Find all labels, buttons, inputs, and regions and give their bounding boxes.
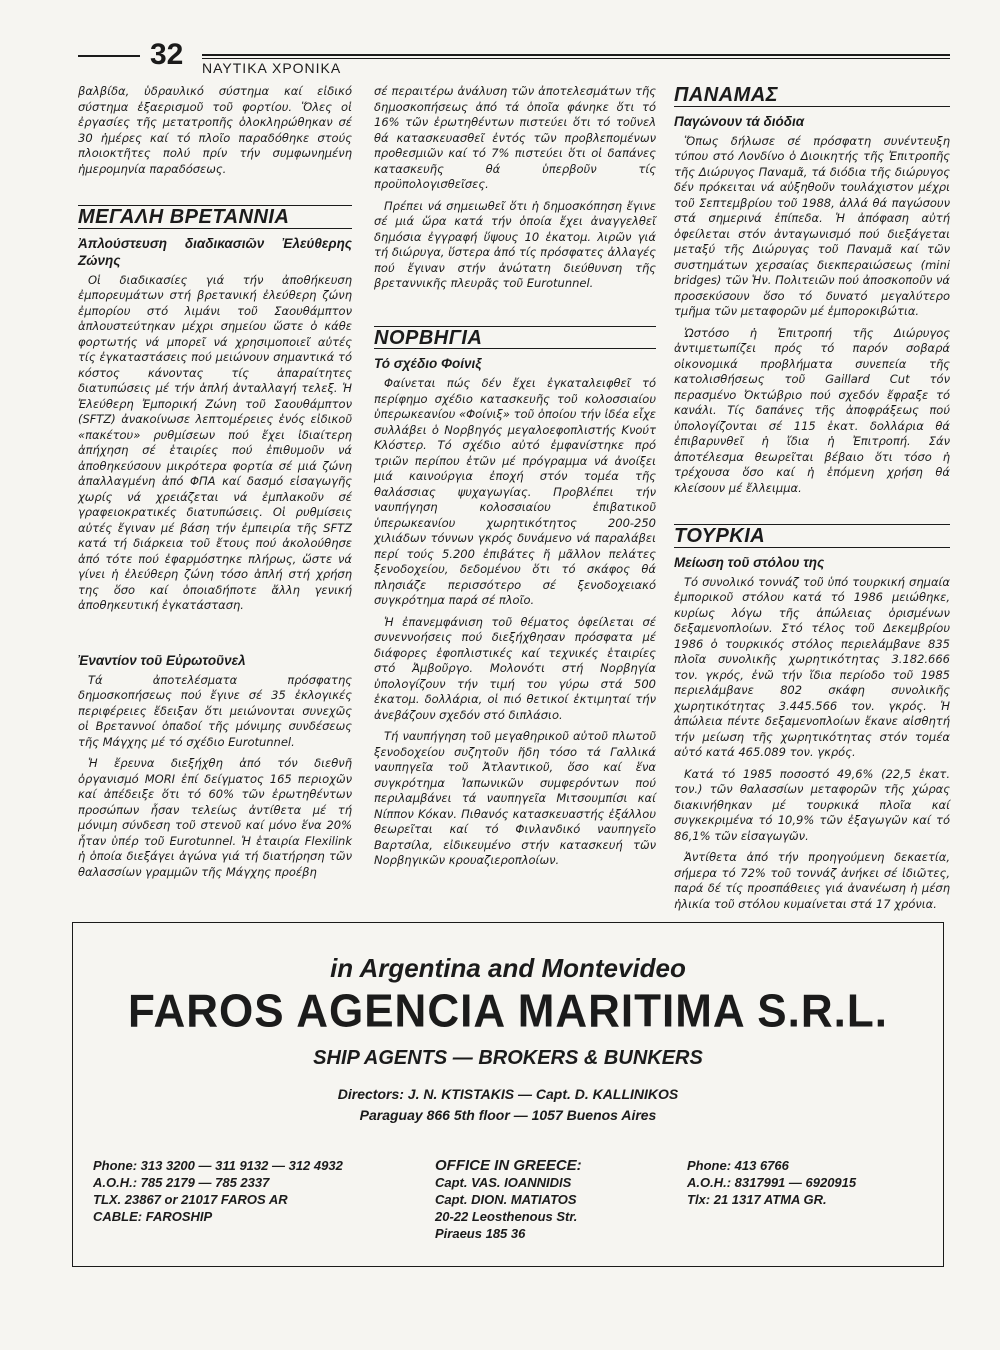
paragraph: Ἀντίθετα ἀπό τήν προηγούμενη δεκαετία, σήμερα τό 72% τοῦ τοννάζ ἀνήκει σέ ἰδιῶτες, παρά δέ τίς προσπάθειες γιά ἀνανέωση ἡ μέση ἡλικία τοῦ στόλου κυμαίνεται στά 17 χρόνια. [674, 850, 950, 911]
ad-directors: Directors: J. N. KTISTAKIS — Capt. D. KALLINIKOS [337, 1086, 679, 1102]
ad-contact-line: A.O.H.: 8317991 — 6920915 [687, 1175, 857, 1190]
ad-company-name: FAROS AGENCIA MARITIMA S.R.L. [128, 985, 888, 1038]
section-heading-great-britain: ΜΕΓΑΛΗ ΒΡΕΤΑΝΝΙΑ [78, 205, 352, 229]
ad-contact-greece [687, 1157, 927, 1208]
ad-services: SHIP AGENTS — BROKERS & BUNKERS [313, 1047, 703, 1069]
ad-location-line: in Argentina and Montevideo [330, 953, 686, 983]
ad-office-line: Capt. VAS. IOANNIDIS [435, 1175, 572, 1190]
header-rule [202, 54, 950, 56]
paragraph: Ἡ ἔρευνα διεξήχθη ἀπό τόν διεθνῆ ὀργανισμό MORI ἐπί δείγματος 165 περιοχῶν καί ἀπέδειξε ὅτι τό 60% τῶν ἐρωτηθέντων προσώπων ἦσαν τελείως ἀντίθετα μέ τή μόνιμη σύνδεση τοῦ στενοῦ καί μόνο ἕνα 20% ἦταν ὑπέρ τοῦ Eurotunnel. Ἡ ἑταιρία Flexilink ἡ ὁποία διεξάγει ἀγώνα γιά τή διατήρηση τῶν θαλασσίων γραμμῶν τῆς Μάγχης προέβη [78, 756, 352, 879]
ad-contact-line: Phone: 313 3200 — 311 9132 — 312 4932 [93, 1158, 343, 1173]
ad-office-line: Piraeus 185 36 [435, 1226, 526, 1241]
paragraph: Τή ναυπήγηση τοῦ μεγαθηρικοῦ αὐτοῦ πλωτοῦ ξενοδοχείου συζητοῦν ἤδη τόσο τά Γαλλικά ναυπηγεῖα τοῦ Ἀτλαντικοῦ, ὅσο καί ἕνα συγκρότημα Ἰαπωνικῶν συμφερόντων πού περιλαμβάνει τά ναυπηγεῖα Μιτσουμπίσι καί Νίππον Κόκαν. Πιθανός κατασκευαστής ἐξάλλου θεωρεῖται καί τό Φινλανδικό ναυπηγεῖο Βαρτσίλα, εἰδικευμένο στήν κατασκευή τῶν Νορβηγικῶν κρουαζιεροπλοίων. [374, 729, 656, 867]
column-1 [78, 84, 352, 886]
ad-address: Paraguay 866 5th floor — 1057 Buenos Aires [359, 1107, 657, 1123]
advertisement-box [72, 922, 944, 1267]
paragraph: Οἱ διαδικασίες γιά τήν ἀποθήκευση ἐμπορευμάτων στή βρετανική ἐλεύθερη ζώνη ἐμπορίου στό λιμάνι τοῦ Σαουθάμπτον ἁπλουστεύτηκαν μέχρι σημείου ὥστε ὁ κάθε φορτωτής νά μπορεῖ νά χρησιμοποιεῖ αὐτές τίς ἐγκαταστάσεις πού μειώνουν σημαντικά τό κόστος κάνοντας τίς ἀπαραίτητες διατυπώσεις μέ τήν ἁπλή ἀνταλλαγή τελεξ. Ἡ Ἐλεύθερη Ἐμπορική Ζώνη τοῦ Σαουθάμπτον (SFTZ) ἀνακοίνωσε λεπτομέρειες ἑνός εἰδικοῦ «πακέτου» ρυθμίσεων πού ἔχει ἰδιαίτερη ἀπήχηση σέ ἑταιρίες πού ἐπιθυμοῦν νά ἀποθηκεύσουν μικρότερα φορτία σέ μιά ζώνη ἀπαλλαγμένη ἀπό ΦΠΑ καί δασμό εἰσαγωγῆς χωρίς νά χρειάζεται νά ἐμπλακοῦν σέ γραφειοκρατικές διατυπώσεις. Οἱ ρυθμίσεις αὐτές ἔγιναν μέ βάση τήν ἐμπειρία τῆς SFTZ κατά τή διάρκεια τοῦ ἔτους πού ἀκολούθησε ἀπό τότε πού ἐφαρμόστηκε πλήρως, ὥστε νά γίνει ἡ ἐλεύθερη ζώνη τόσο ἁπλή στή χρήση της ὅσο καί ὁποιαδήποτε ἄλλη γενική ἀποθηκευτική ἐγκατάσταση. [78, 272, 352, 612]
paragraph: Κατά τό 1985 ποσοστό 49,6% (22,5 ἑκατ. τον.) τῶν θαλασσίων μεταφορῶν τῆς χώρας διακινήθηκαν μέ τουρκικά πλοῖα καί συγκεκριμένα τό 10,9% τῶν ἐξαγωγῶν καί τό 86,1% τῶν εἰσαγωγῶν. [674, 766, 950, 843]
ad-contact-line: CABLE: FAROSHIP [93, 1209, 213, 1224]
ad-office-line: Capt. DION. MATIATOS [435, 1192, 577, 1207]
article-subheading: Μείωση τοῦ στόλου της [674, 554, 825, 570]
column-3 [674, 84, 950, 918]
section-heading-panama: ΠΑΝΑΜΑΣ [674, 84, 950, 107]
publication-title: ΝΑΥΤΙΚΑ ΧΡΟΝΙΚΑ [202, 60, 342, 76]
ad-contact-line: TLX. 23867 or 21017 FAROS AR [93, 1192, 288, 1207]
ad-office-line: 20-22 Leosthenous Str. [435, 1209, 578, 1224]
paragraph: Τά ἀποτελέσματα πρόσφατης δημοσκοπήσεως πού ἔγινε σέ 35 ἐκλογικές περιφέρειες ἔδειξαν ὅτι μειώνονται συνεχῶς οἱ Βρεταννοί ὀπαδοί τῆς μόνιμης συνδέσεως τῆς Μάγχης μέ τό σχέδιο Eurotunnel. [78, 672, 352, 749]
article-subheading: Ἐναντίον τοῦ Εὐρωτοῦνελ [78, 652, 246, 668]
article-subheading: Τό σχέδιο Φοίνιξ [374, 356, 482, 371]
ad-contact-line: Tlx: 21 1317 ATMA GR. [687, 1192, 827, 1207]
paragraph: βαλβίδα, ὑδραυλικό σύστημα καί εἰδικό σύστημα ἐξαερισμοῦ τοῦ φορτίου. Ὅλες οἱ ἐργασίες τῆς μετατροπῆς ὁλοκληρώθηκαν σέ 30 ἡμέρες καί τό πλοῖο παραδόθηκε στούς πλοιοκτῆτες πολύ πρίν τήν συμφωνημένη ἡμερομηνία παραδόσεως. [78, 84, 352, 176]
header-rule-left [78, 55, 140, 57]
ad-contact-line: A.O.H.: 785 2179 — 785 2337 [93, 1175, 270, 1190]
ad-office-heading: OFFICE IN GREECE: [435, 1157, 582, 1174]
section-heading-turkey: ΤΟΥΡΚΙΑ [674, 524, 950, 548]
ad-office-greece [435, 1157, 655, 1242]
article-subheading: Ἀπλούστευση διαδικασιῶν Ἐλεύθερης Ζώνης [78, 235, 352, 268]
paragraph: Ἡ ἐπανεμφάνιση τοῦ θέματος ὀφείλεται σέ συνεννοήσεις πού διεξήχθησαν πρόσφατα μέ διάφορες ἐφοπλιστικές καί τεχνικές ἑταιρίες στό Ἀμβοῦργο. Μολονότι στή Νορβηγία ὑπολογίζουν τήν τιμή του γύρω στά 500 ἑκατομ. δολλάρια, οἱ πιό θετικοί ἐκτιμηταί τήν ἀνεβάζουν σχεδόν στό διπλάσιο. [374, 614, 656, 722]
paragraph: Ὡστόσο ἡ Ἐπιτροπή τῆς Διώρυγος ἀντιμετωπίζει πρός τό παρόν σοβαρά οἰκονομικά προβλήματα συνεπεία τῆς κατολισθήσεως τοῦ Gaillard Cut τόν περασμένο Ὀκτώβριο πού σχεδόν ἔφραξε τό κανάλι. Τίς δαπάνες τῆς ἀποφράξεως πού ὑπολογίζονται σέ 115 ἑκατ. δολλάρια θά ἐπιβαρυνθεῖ ἡ ἴδια ἡ Ἐπιτροπή. Σάν ἀποτέλεσμα θεωρεῖται βέβαιο ὅτι τόσο ἡ τρέχουσα ὅσο καί ἡ ἑπόμενη χρήση θά κλείσουν μέ ἔλλειμμα. [674, 325, 950, 495]
column-2 [374, 84, 656, 875]
paragraph: Τό συνολικό τοννάζ τοῦ ὑπό τουρκική σημαία ἐμπορικοῦ στόλου κατά τό 1986 μειώθηκε, κυρίως λόγω τῆς ἀπώλειας ὁρισμένων δεξαμενοπλοίων. Στό τέλος τοῦ Δεκεμβρίου 1986 ὁ τουρκικός στόλος περιελάμβανε 835 πλοῖα συνολικῆς χωρητικότητας 3.182.666 τον. γκρός, ἐνῶ τήν ἴδια περίοδο τοῦ 1985 περιελάμβανε 802 σκάφη συνολικῆς χωρητικότητας 3.445.566 τον. γκρός. Ἡ ἀπώλεια πέντε δεξαμενοπλοίων ἔκανε αἰσθητή τήν μείωση τῆς χωρητικότητας στόν τομέα αὐτό κατά 465.089 τον. γκρός. [674, 574, 950, 759]
paragraph: Πρέπει νά σημειωθεῖ ὅτι ἡ δημοσκόπηση ἔγινε σέ μιά ὥρα κατά τήν ὁποία ἔχει ἀναγγελθεῖ δημόσια ἐγγραφή ὕψους 10 ἑκατομ. λιρῶν γιά τή διώρυγα, ὕστερα ἀπό τίς πρόσφατες ἀλλαγές πού ἔγιναν στήν ἀνώτατη διεύθυνση τῆς βρεταννικῆς πλευρᾶς τοῦ Eurotunnel. [374, 198, 656, 290]
header-rule-thin [202, 58, 950, 59]
section-heading-norway: ΝΟΡΒΗΓΙΑ [374, 326, 656, 350]
ad-contact-argentina [93, 1157, 393, 1225]
article-subheading: Παγώνουν τά διόδια [674, 113, 805, 129]
ad-contact-line: Phone: 413 6766 [687, 1158, 789, 1173]
page-number: 32 [150, 38, 184, 71]
paragraph: Ὅπως δήλωσε σέ πρόσφατη συνέντευξη τύπου στό Λονδίνο ὁ Διοικητής τῆς Ἐπιτροπῆς τῆς Διώρυγος Παναμᾶ, τά διόδια τῆς διώρυγος δέν πρόκειται νά αὐξηθοῦν τουλάχιστον μέχρι τοῦ Σεπτεμβρίου τοῦ 1988, ἀλλά θά παγώσουν στά σημερινά ἐπίπεδα. Ἡ ἀπόφαση αὐτή ὀφείλεται στόν ἀνταγωνισμό πού διεξάγεται μεταξύ τῆς Διώρυγας τοῦ Παναμᾶ καί τῶν συστημάτων χερσαίας διεκπεραιώσεως (mini bridges) τῶν Ἡν. Πολιτειῶν πού ἀποσκοποῦν νά προσεκύσουν ὅσο τό δυνατό μεγαλύτερο τμῆμα τῶν μεταφορῶν μέ ἐμποροκιβώτια. [674, 133, 950, 318]
paragraph: Φαίνεται πώς δέν ἔχει ἐγκαταλειφθεῖ τό περίφημο σχέδιο κατασκευῆς τοῦ κολοσσιαίου ὑπερωκεανίου «Φοίνιξ» τοῦ ὁποίου τήν ἰδέα εἶχε συλλάβει ὁ Νορβηγός μεγαλοεφοπλιστής Κνούτ Κλόστερ. Τό σχέδιο αὐτό ἐμφανίστηκε πρό τριῶν περίπου ἐτῶν μέ πρόγραμμα νά ἀνοίξει μιά καινούργια ἐποχή στόν τομέα τῆς θαλάσσιας ψυχαγωγίας. Προβλέπει τήν ναυπήγηση κολοσσιαίου ἐπιβατικοῦ ὑπερωκεανίου χωρητικότητος 200-250 χιλιάδων τόννων γκρός δυνάμενο νά παραλάβει περί τούς 5.200 ἐπιβάτες ἤ μᾶλλον πελάτες ξενοδοχείου, δεδομένου ὅτι τό σκάφος θά πλησιάζε περισσότερο σέ ξενοδοχειακό συγκρότημα παρά σέ πλοῖο. [374, 376, 656, 607]
page-header [78, 38, 950, 76]
paragraph: σέ περαιτέρω ἀνάλυση τῶν ἀποτελεσμάτων τῆς δημοσκοπήσεως ἀπό τά ὁποῖα φάνηκε ὅτι τό 16% τῶν ἐρωτηθέντων πιστεύει ὅτι τό τοῦνελ θά κατασκευασθεῖ ἐντός τῶν προβλεπομένων προθεσμιῶν καί τό 7% πιστεύει ὅτι οἱ δαπάνες κατασκευῆς θά ὑπερβοῦν τίς προϋπολογισθεῖσες. [374, 84, 656, 191]
